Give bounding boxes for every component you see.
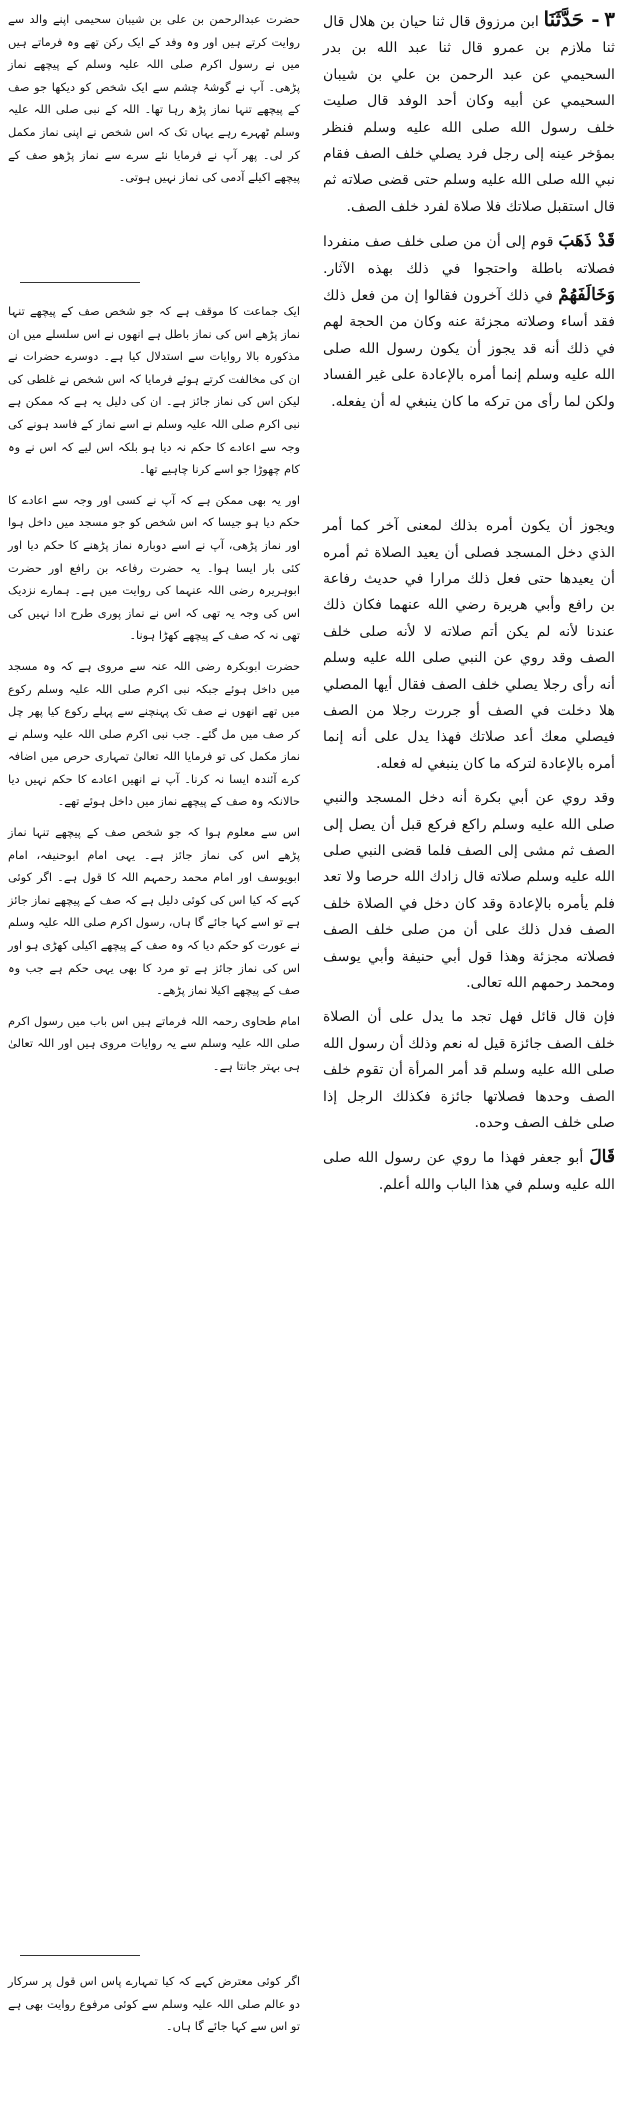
section-divider xyxy=(20,282,140,283)
arabic-paragraph-2: ويجوز أن يكون أمره بذلك لمعنى آخر كما أمر الذي دخل المسجد فصلى أن يعيد الصلاة ثم أمره أن يعيدها حتى فعل ذلك مرارا في حديث رفاعة بن رافع وأبي هريرة رضي الله عنهما فكان ذلك عندنا لأنه لم يكن أتم صلاته لا لأنه صلى خلف الصف وقد روي عن النبي صلى الله عليه وسلم أنه رأى رجلا يصلي خلف الصف فقال أيها المصلي هلا دخلت في الصف أو جررت رجلا من الصف فيصلي معك أعد صلاتك فهذا يدل على أنه إنما أمره بالإعادة لتركه ما كان ينبغي له فعله. xyxy=(323,518,615,772)
khalafahum-heading: وَخَالَفَهُمْ xyxy=(558,285,616,306)
urdu-translation-1 xyxy=(8,8,300,270)
closing-body: أبو جعفر فهذا ما روي عن رسول الله صلى الله عليه وسلم في هذا الباب والله أعلم. xyxy=(323,1150,615,1193)
hadith-block: ٣ - حَدَّثَنَا ابن مرزوق قال ثنا حيان بن هلال قال ثنا ملازم بن عمرو قال ثنا عبد الله بن بدر السحيمي عن عبد الرحمن بن علي بن شيبان السحيمي عن أبيه وكان أحد الوفد قال صليت خلف رسول الله صلى الله عليه وسلم فنظر بمؤخر عينه إلى رجل فرد يصلي خلف الصف فقام نبي الله صلى الله عليه وسلم حتى قضى صلاته ثم قال استقبل صلاتك فلا صلاة لفرد خلف الصف. xyxy=(323,7,616,215)
section-divider xyxy=(20,1955,140,1956)
madhhab-block xyxy=(323,228,615,415)
urdu-paragraph-6: امام طحاوی رحمہ اللہ فرماتے ہیں اس باب میں رسول اکرم صلی اللہ علیہ وسلم سے یہ روایات مروی ہیں اور اللہ تعالیٰ ہی بہتر جانتا ہے۔ xyxy=(8,1013,300,1073)
urdu-paragraph-3: اور یہ بھی ممکن ہے کہ آپ نے کسی اور وجہ سے اعادے کا حکم دیا ہو جیسا کہ اس شخص کو جو مسجد میں داخل ہوا اور نماز پڑھی، آپ نے اسے دوبارہ نماز پڑھنے کا حکم دیا اور کئی بار ایسا ہوا۔ یہ حضرت رفاعہ بن رافع اور حضرت ابوہریرہ رضی اللہ عنہما کی روایت میں ہے۔ ہمارے نزدیک اس کی وجہ یہ تھی کہ اس نے نماز پوری طرح ادا نہیں کی تھی نہ کہ صف کے پیچھے کھڑا ہونا۔ xyxy=(8,492,300,643)
closing-block xyxy=(323,1144,615,1198)
urdu-paragraph-1: حضرت عبدالرحمن بن علی بن شیبان سحیمی اپنے والد سے روایت کرتے ہیں اور وہ وفد کے ایک رکن تھے وہ فرماتے ہیں میں نے رسول اکرم صلی اللہ علیہ وسلم کے پیچھے نماز پڑھی۔ آپ نے گوشۂ چشم سے ایک شخص کو دیکھا جو صف کے پیچھے تنہا نماز پڑھ رہا تھا۔ اللہ کے نبی صلی اللہ علیہ وسلم ٹھہرے رہے یہاں تک کہ اس شخص نے اپنی نماز مکمل کر لی۔ پھر آپ نے فرمایا نئے سرے سے نماز پڑھو صف کے پیچھے اکیلے آدمی کی نماز نہیں ہوتی۔ xyxy=(8,12,300,185)
arabic-paragraph-4: فإن قال قائل فهل تجد ما يدل على أن الصلاة خلف الصف جائزة قيل له نعم وذلك أن رسول الله صلى الله عليه وسلم قد أمر المرأة أن تقوم خلف الصف وحدها فصلاتها جائزة فكذلك الرجل إذا صلى خلف الصف وحده. xyxy=(323,1009,615,1132)
arabic-column xyxy=(323,6,615,2114)
urdu-translation-3 xyxy=(8,1970,300,2105)
hadith-heading: حَدَّثَنَا xyxy=(543,7,585,31)
urdu-paragraph-7: اگر کوئی معترض کہے کہ کیا تمہارے پاس اس قول پر سرکار دو عالم صلی اللہ علیہ وسلم سے کوئی مرفوع روایت بھی ہے تو اس سے کہا جائے گا ہاں۔ xyxy=(8,1974,300,2034)
qala-heading: قَالَ xyxy=(589,1147,615,1168)
urdu-paragraph-5: اس سے معلوم ہوا کہ جو شخص صف کے پیچھے تنہا نماز پڑھے اس کی نماز جائز ہے۔ یہی امام ابوحنیفہ، امام ابویوسف اور امام محمد رحمہم اللہ کا قول ہے۔ اگر کوئی کہے کہ کیا اس کی کوئی دلیل ہے کہ صف کے پیچھے نماز جائز ہے تو اسے کہا جائے گا ہاں، رسول اکرم صلی اللہ علیہ وسلم نے عورت کو حکم دیا کہ وہ صف کے پیچھے اکیلی کھڑی ہو اور اس کی نماز جائز ہے تو مرد کا بھی یہی حکم ہے جب وہ صف کے پیچھے اکیلا نماز پڑھے۔ xyxy=(8,825,300,998)
madhhab-heading: قَدْ ذَهَبَ xyxy=(558,231,615,252)
arabic-paragraph-3: وقد روي عن أبي بكرة أنه دخل المسجد والنبي صلى الله عليه وسلم راكع فركع قبل أن يصل إلى الصف ثم مشى إلى الصف فلما قضى النبي صلى الله عليه وسلم صلاته قال زادك الله حرصا ولا تعد فلم يأمره بالإعادة وقد كان دخل في الصلاة خلف الصف فدل ذلك على أن من صلى خلف الصف فصلاته مجزئة وهذا قول أبي حنيفة وأبي يوسف ومحمد رحمهم الله تعالى. xyxy=(323,790,615,991)
urdu-translation-2 xyxy=(8,300,300,1890)
urdu-paragraph-4: حضرت ابوبکرہ رضی اللہ عنہ سے مروی ہے کہ وہ مسجد میں داخل ہوئے جبکہ نبی اکرم صلی اللہ علیہ وسلم رکوع میں تھے انھوں نے صف تک پہنچنے سے پہلے رکوع کیا پھر چل کر صف میں مل گئے۔ جب نبی اکرم صلی اللہ علیہ وسلم نے نماز مکمل کی تو فرمایا اللہ تعالیٰ تمہاری حرص میں اضافہ کرے آئندہ ایسا نہ کرنا۔ آپ نے انھیں اعادے کا حکم نہیں دیا حالانکہ وہ صف کے پیچھے نماز میں داخل ہوئے تھے۔ xyxy=(8,658,300,809)
hadith-body: ابن مرزوق قال ثنا حيان بن هلال قال ثنا ملازم بن عمرو قال ثنا عبد الله بن بدر السحيمي عن عبد الرحمن بن علي بن شيبان السحيمي عن أبيه وكان أحد الوفد قال صليت خلف رسول الله صلى الله عليه وسلم فنظر بمؤخر عينه إلى رجل فرد يصلي خلف الصف فقام نبي الله صلى الله عليه وسلم حتى قضى صلاته ثم قال استقبل صلاتك فلا صلاة لفرد خلف الصف. xyxy=(323,14,615,215)
khalafahum-body: في ذلك آخرون فقالوا إن من فعل ذلك فقد أساء وصلاته مجزئة عنه وكان من الحجة لهم في ذلك أنه قد يجوز أن يكون رسول الله صلى الله عليه وسلم إنما أمره بالإعادة على غير الفساد ولكن لما رأى من تركه ما كان ينبغي له أن يفعله. xyxy=(323,288,615,410)
madhhab-body: قوم إلى أن من صلى خلف صف منفردا فصلاته باطلة واحتجوا في ذلك بهذه الآثار. xyxy=(323,234,615,277)
urdu-paragraph-2: ایک جماعت کا موقف ہے کہ جو شخص صف کے پیچھے تنہا نماز پڑھے اس کی نماز باطل ہے انھوں نے اس سلسلے میں ان مذکورہ بالا روایات سے استدلال کیا ہے۔ دوسرے حضرات نے ان کی مخالفت کرتے ہوئے فرمایا کہ اس شخص نے غلطی کی لیکن اس کی نماز جائز ہے۔ ان کی دلیل یہ ہے کہ ممکن ہے نبی اکرم صلی اللہ علیہ وسلم نے اسے نماز کے فاسد ہونے کی وجہ سے اعادے کا حکم نہ دیا ہو بلکہ اس لیے کہ اس نے وہ کام چھوڑا جو اسے کرنا چاہیے تھا۔ xyxy=(8,304,300,477)
hadith-number: ٣ xyxy=(604,7,616,31)
